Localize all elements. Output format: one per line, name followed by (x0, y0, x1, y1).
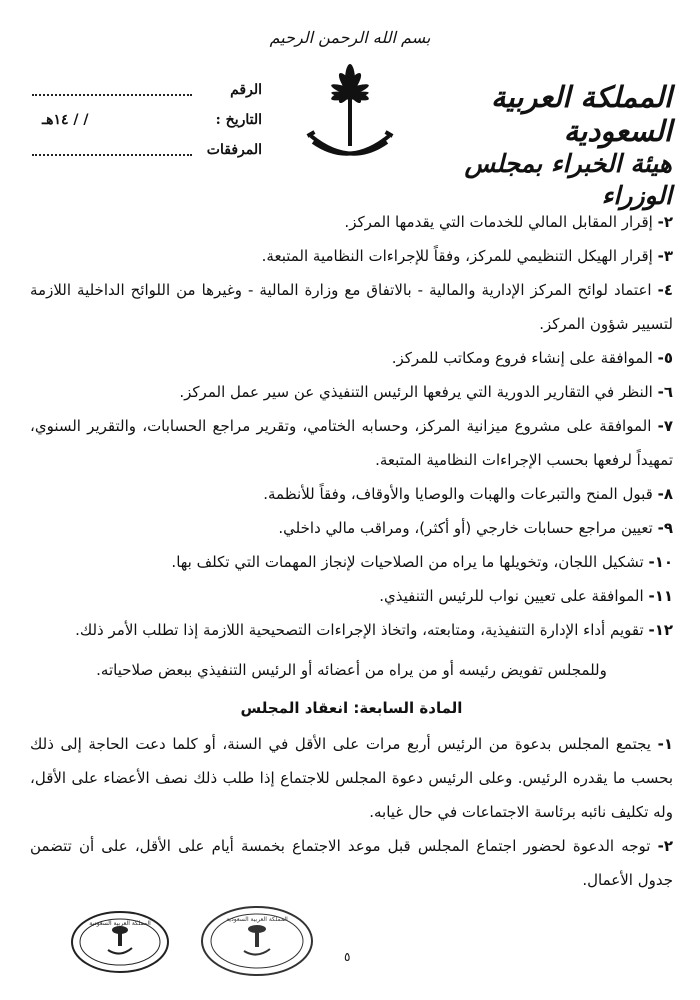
palm-swords-emblem-icon (305, 58, 395, 173)
attachments-line (32, 154, 192, 156)
basmala: بسم الله الرحمن الرحيم (269, 28, 431, 47)
attachments-row (32, 142, 262, 172)
letter-meta (32, 82, 262, 172)
list-item: ٩- تعيين مراجع حسابات خارجي (أو أكثر)، ومراقب مالي داخلي. (278, 519, 673, 537)
country-name: المملكة العربية السعودية (491, 80, 672, 148)
document-body (30, 205, 673, 897)
authority-name: هيئة الخبراء بمجلس الوزراء (464, 149, 672, 210)
organization-name (402, 80, 672, 212)
article-heading: المادة السابعة: انعقاد المجلس (240, 699, 463, 717)
list-item: ٢- إقرار المقابل المالي للخدمات التي يقدمها المركز. (344, 213, 673, 231)
official-seal-icon (200, 905, 314, 977)
date-label: التاريخ : (215, 112, 262, 128)
official-seal-icon (70, 910, 170, 974)
list-item: ٧- الموافقة على مشروع ميزانية المركز، وحسابه الختامي، وتقرير مراجع الحسابات، والتقرير السنوي، تمهيداً لرفعها بحسب الإجراءات النظامية المتبعة. (30, 417, 673, 469)
date-value: ١٤هـ / / (42, 112, 89, 128)
list-item: ١٢- تقويم أداء الإدارة التنفيذية، ومتابعته، واتخاذ الإجراءات التصحيحية اللازمة إذا تطلب الأمر ذلك. (75, 621, 673, 639)
ref-label: الرقم (230, 82, 262, 98)
svg-text:المملكة العربية السعودية: المملكة العربية السعودية (226, 916, 288, 923)
ref-line (32, 94, 192, 96)
attachments-label: المرفقات (206, 142, 262, 158)
list-item: ١٠- تشكيل اللجان، وتخويلها ما يراه من الصلاحيات لإنجاز المهمات التي تكلف بها. (171, 553, 673, 571)
list-item: ٥- الموافقة على إنشاء فروع ومكاتب للمركز. (391, 349, 673, 367)
list-item: ٣- إقرار الهيكل التنظيمي للمركز، وفقاً للإجراءات النظامية المتبعة. (261, 247, 673, 265)
list-item: ٦- النظر في التقارير الدورية التي يرفعها الرئيس التنفيذي عن سير عمل المركز. (179, 383, 673, 401)
ref-row (32, 82, 262, 112)
svg-text:المملكة العربية السعودية: المملكة العربية السعودية (89, 920, 151, 927)
list-item: ٤- اعتماد لوائح المركز الإدارية والمالية - بالاتفاق مع وزارة المالية - وغيرها من اللوائح الداخلية اللازمة لتسيير شؤون المركز. (30, 281, 673, 333)
list-item: ٨- قبول المنح والتبرعات والهبات والوصايا والأوقاف، وفقاً للأنظمة. (263, 485, 673, 503)
date-row (32, 112, 262, 142)
list-item: ٢- توجه الدعوة لحضور اجتماع المجلس قبل موعد الاجتماع بخمسة أيام على الأقل، على أن تتضمن جدول الأعمال. (30, 837, 673, 889)
page-number: ٥ (344, 950, 351, 964)
list-item: ١١- الموافقة على تعيين نواب للرئيس التنفيذي. (379, 587, 673, 605)
list-item: ١- يجتمع المجلس بدعوة من الرئيس أربع مرات على الأقل في السنة، أو كلما دعت الحاجة إلى ذلك بحسب ما يقدره الرئيس. وعلى الرئيس دعوة المجلس للاجتماع إذا طلب ذلك نصف الأعضاء على الأقل، وله تكليف نائبه برئاسة الاجتماعات في حال غيابه. (30, 735, 673, 821)
delegation-paragraph: وللمجلس تفويض رئيسه أو من يراه من أعضائه أو الرئيس التنفيذي ببعض صلاحياته. (96, 661, 607, 679)
